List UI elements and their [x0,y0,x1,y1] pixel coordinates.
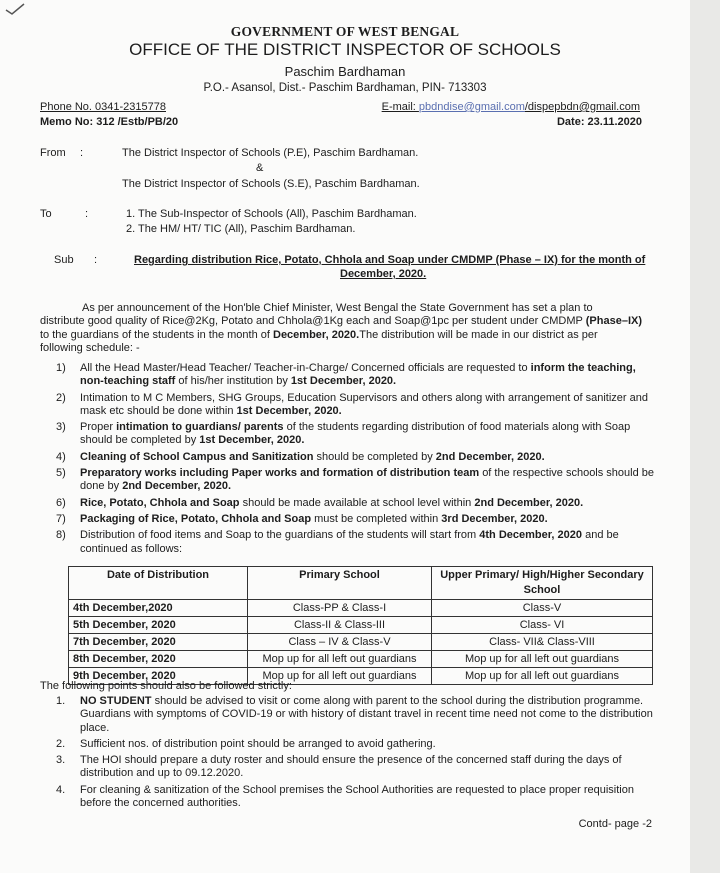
list-item: 1) All the Head Master/Head Teacher/ Teacher-in-Charge/ Concerned officials are requested to inform the teaching, non-teaching staff of his/her institution by 1st December, 2020. [56,362,636,388]
to-line-2: 2. The HM/ HT/ TIC (All), Paschim Bardhaman. [126,223,356,235]
table-row [69,634,653,651]
cell-date: 4th December,2020 [69,600,248,617]
list-item: 2. Sufficient nos. of distribution point should be arranged to avoid gathering. [56,737,436,750]
cell-primary: Class – IV & Class-V [248,634,432,651]
from-line-2: The District Inspector of Schools (S.E), Paschim Bardhaman. [122,178,420,190]
check-mark-icon [4,2,26,16]
from-ampersand: & [256,162,264,174]
followup-list [56,695,656,813]
list-item: 2) Intimation to M C Members, SHG Groups, Education Supervisors and others along with arrangement of sanitizer and mask etc should be done within 1st December, 2020. [56,391,648,417]
header-upper-primary: Upper Primary/ High/Higher Secondary School [432,567,653,600]
subject-label: Sub [54,254,74,266]
email-link-1[interactable]: pbdndise@gmail.com [418,101,525,113]
cell-date: 5th December, 2020 [69,617,248,634]
header-primary: Primary School [248,567,432,600]
phone-number: Phone No. 0341-2315778 [40,101,166,113]
table-row [69,600,653,617]
cell-primary: Class-II & Class-III [248,617,432,634]
list-item: 3. The HOI should prepare a duty roster and should ensure the presence of the concerned staff during the days of distribution and up to 09.12.2020. [56,754,622,780]
intro-line-2: distribute good quality of Rice@2Kg, Potato and Chhola@1Kg each and Soap@1pc per student under CMDMP (Phase–IX) [40,315,642,328]
intro-paragraph [40,302,655,356]
cell-upper: Mop up for all left out guardians [432,668,653,685]
list-item: 4) Cleaning of School Campus and Sanitization should be completed by 2nd December, 2020. [56,450,545,463]
cell-date: 7th December, 2020 [69,634,248,651]
list-item: 8) Distribution of food items and Soap to the guardians of the students will start from 4th December, 2020 and be continued as follows: [56,529,619,555]
list-item: 1. NO STUDENT should be advised to visit or come along with parent to the school during the distribution programme. Guardians with symptoms of COVID-19 or with history of distant travel in recent time need not come to the distribution place. [56,695,653,734]
email-link-2[interactable]: /dispepbdn@gmail.com [524,101,640,113]
government-heading: GOVERNMENT OF WEST BENGAL [230,24,460,39]
cell-date: 8th December, 2020 [69,651,248,668]
table-header-row [69,567,653,600]
district-heading: Paschim Bardhaman [284,64,406,79]
cell-primary: Mop up for all left out guardians [248,651,432,668]
followup-intro: The following points should also be followed strictly: [40,680,292,692]
from-colon: : [80,147,84,159]
distribution-table [68,566,653,685]
table-row [69,651,653,668]
cell-upper: Class-V [432,600,653,617]
table-row [69,617,653,634]
intro-line-1: As per announcement of the Hon'ble Chief Minister, West Bengal the State Government has set a plan to [82,302,593,314]
memo-date: Date: 23.11.2020 [556,116,642,128]
office-heading: OFFICE OF THE DISTRICT INSPECTOR OF SCHOOLS [129,40,561,59]
list-item: 7) Packaging of Rice, Potato, Chhola and Soap must be completed within 3rd December, 2020. [56,512,548,525]
schedule-list [56,362,656,559]
cell-primary: Mop up for all left out guardians [248,668,432,685]
from-label: From [40,147,66,159]
cell-primary: Class-PP & Class-I [248,600,432,617]
subject-line-1: Regarding distribution Rice, Potato, Chhola and Soap under CMDMP (Phase – IX) for the month of [134,254,646,266]
subject-line-2: December, 2020. [340,268,427,280]
intro-line-4: following schedule: - [40,342,140,355]
header-date: Date of Distribution [69,567,248,600]
intro-line-3: to the guardians of the students in the month of December, 2020.The distribution will be made in our district as per [40,328,598,341]
list-item: 4. For cleaning & sanitization of the School premises the School Authorities are requested to place proper requisition before the concerned authorities. [56,783,634,810]
list-item: 5) Preparatory works including Paper works and formation of distribution team of the respective schools should be done by 2nd December, 2020. [56,467,655,493]
email-line [382,101,640,113]
to-label: To [40,208,52,220]
continued-note: Contd- page -2 [578,818,652,830]
page-edge-shadow [690,0,720,873]
cell-upper: Class- VII& Class-VIII [432,634,653,651]
cell-upper: Mop up for all left out guardians [432,651,653,668]
cell-upper: Class- VI [432,617,653,634]
to-colon: : [85,208,89,220]
email-label: E-mail: [381,101,419,113]
memo-number: Memo No: 312 /Estb/PB/20 [40,116,179,128]
from-line-1: The District Inspector of Schools (P.E), Paschim Bardhaman. [122,147,419,159]
list-item: 6) Rice, Potato, Chhola and Soap should be made available at school level within 2nd December, 2020. [56,496,584,509]
subject-colon: : [94,254,98,266]
address-line: P.O.- Asansol, Dist.- Paschim Bardhaman, PIN- 713303 [203,82,487,94]
to-line-1: 1. The Sub-Inspector of Schools (All), Paschim Bardhaman. [126,208,417,220]
cell-date: 9th December, 2020 [69,668,248,685]
list-item: 3) Proper intimation to guardians/ parents of the students regarding distribution of food materials along with Soap should be completed by 1st December, 2020. [56,421,631,447]
